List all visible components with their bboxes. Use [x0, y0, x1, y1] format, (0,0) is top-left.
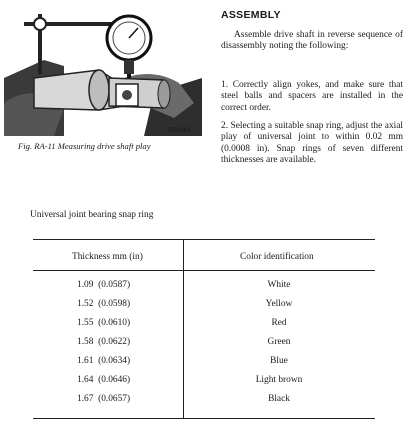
intro-paragraph: Assemble drive shaft in reverse sequence of disassembly noting the following: — [221, 30, 403, 52]
thickness-cell: 1.67 (0.0657) — [77, 394, 131, 404]
thickness-cell: 1.64 (0.0646) — [77, 375, 131, 385]
header-color-identification: Color identification — [240, 252, 314, 262]
table-row — [33, 337, 375, 355]
thickness-cell: 1.61 (0.0634) — [77, 356, 131, 366]
figure-caption: Fig. RA-11 Measuring drive shaft play — [18, 141, 151, 151]
table-row — [33, 394, 375, 412]
header-thickness: Thickness mm (in) — [72, 252, 143, 262]
drive-shaft-illustration — [4, 8, 202, 136]
table-header-rule — [33, 270, 375, 271]
color-cell: Light brown — [255, 375, 303, 385]
color-cell: Yellow — [265, 299, 293, 309]
table-row — [33, 318, 375, 336]
table-row — [33, 280, 375, 298]
table-row — [33, 299, 375, 317]
color-cell: White — [267, 280, 291, 290]
table-row — [33, 375, 375, 393]
color-cell: Green — [267, 337, 291, 347]
thickness-cell: 1.58 (0.0622) — [77, 337, 131, 347]
figure-code: RA044 — [168, 127, 191, 134]
color-cell: Red — [271, 318, 287, 328]
table-top-rule — [33, 239, 375, 240]
table-title: Universal joint bearing snap ring — [30, 210, 154, 220]
step-1: 1. Correctly align yokes, and make sure that steel balls and spacers are installed in the correct order. — [221, 80, 403, 113]
color-cell: Black — [268, 394, 290, 404]
thickness-cell: 1.09 (0.0587) — [77, 280, 131, 290]
thickness-cell: 1.55 (0.0610) — [77, 318, 131, 328]
table-bottom-rule — [33, 418, 375, 419]
color-cell: Blue — [270, 356, 288, 366]
section-heading: ASSEMBLY — [221, 9, 281, 21]
thickness-cell: 1.52 (0.0598) — [77, 299, 131, 309]
dial-gauge-illustration — [4, 8, 202, 136]
table-row — [33, 356, 375, 374]
step-2: 2. Selecting a suitable snap ring, adjust the axial play of universal joint to within 0.02 mm (0.0008 in). Snap rings of seven different thicknesses are available. — [221, 121, 403, 166]
